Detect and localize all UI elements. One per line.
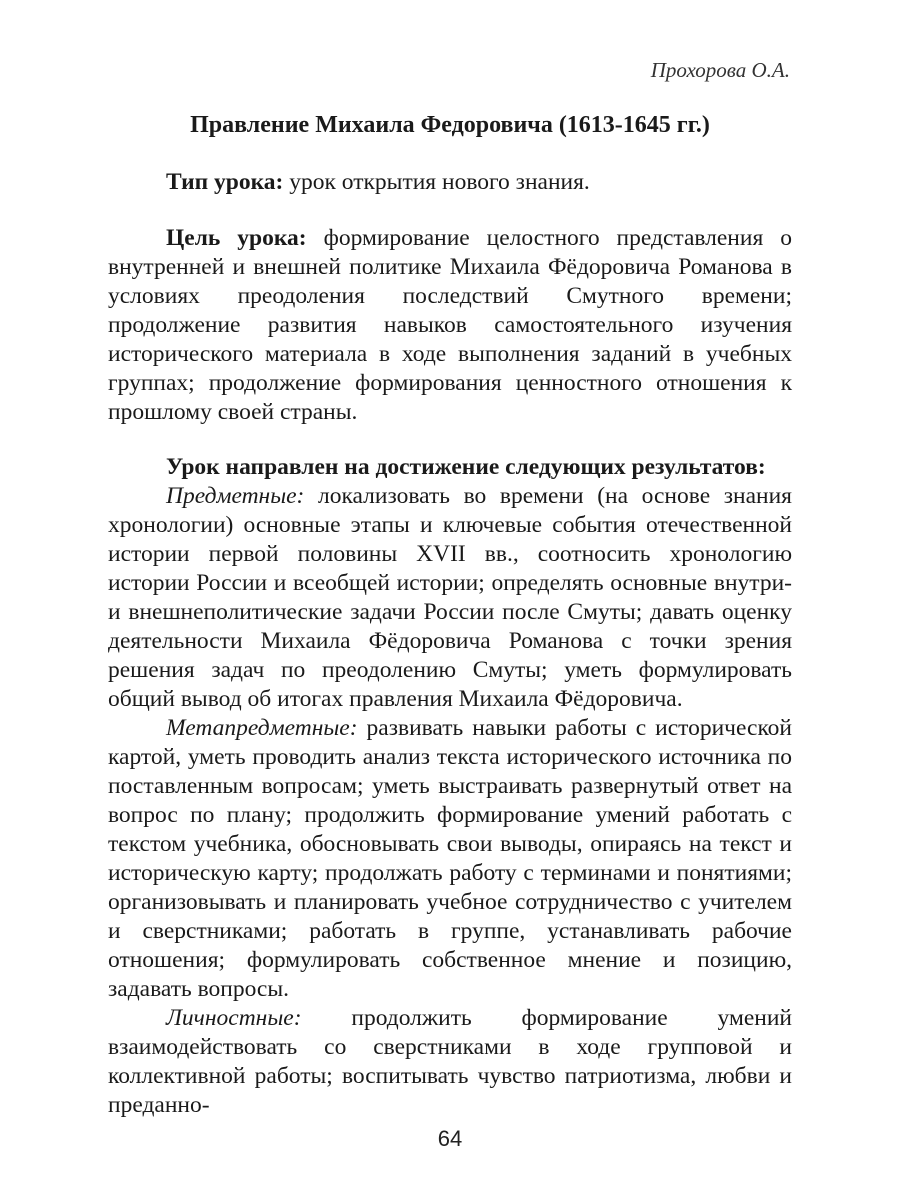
results-heading: Урок направлен на достижение следующих результатов: bbox=[166, 454, 766, 480]
lesson-goal-label: Цель урока: bbox=[166, 225, 307, 251]
lesson-type-text: урок открытия нового знания. bbox=[283, 169, 590, 195]
metasubject-results-paragraph bbox=[108, 714, 792, 1004]
personal-results-label: Личностные: bbox=[166, 1005, 302, 1031]
metasubject-results-label: Метапредметные: bbox=[166, 715, 358, 741]
lesson-goal-paragraph bbox=[108, 224, 792, 427]
subject-results-text: локализовать во времени (на основе знания хронологии) основные этапы и ключевые события отечественной истории первой половины XVII вв., соотносить хронологию истории России и всеобщей истории; определять основные внутри- и внешнеполитические задачи России после Смуты; давать оценку деятельности Михаила Фёдоровича Романова с точки зрения решения задач по преодолению Смуты; уметь формулировать общий вывод об итогах правления Михаила Фёдоровича. bbox=[108, 483, 792, 712]
lesson-type-paragraph bbox=[108, 168, 792, 197]
metasubject-results-text: развивать навыки работы с исторической картой, уметь проводить анализ текста исторического источника по поставленным вопросам; уметь выстраивать развернутый ответ на вопрос по плану; продолжить формирование умений работать с текстом учебника, обосновывать свои выводы, опираясь на текст и историческую карту; продолжать работу с терминами и понятиями; организовывать и планировать учебное сотрудничество с учителем и сверстниками; работать в группе, устанавливать рабочие отношения; формулировать собственное мнение и позицию, задавать вопросы. bbox=[108, 715, 792, 1002]
subject-results-label: Предметные: bbox=[166, 483, 305, 509]
lesson-type-label: Тип урока: bbox=[166, 169, 284, 195]
lesson-goal-text: формирование целостного представления о внутренней и внешней политике Михаила Фёдоровича Романова в условиях преодоления последствий Смутного времени; продолжение развития навыков самостоятельного изучения исторического материала в ходе выполнения заданий в учебных группах; продолжение формирования ценностного отношения к прошлому своей страны. bbox=[108, 225, 792, 425]
page-number: 64 bbox=[437, 1126, 463, 1151]
page-title: Правление Михаила Федоровича (1613-1645 гг.) bbox=[190, 112, 710, 138]
personal-results-text: продолжить формирование умений взаимодействовать со сверстниками в ходе групповой и коллективной работы; воспитывать чувство патриотизма, любви и преданно- bbox=[108, 1005, 792, 1118]
results-section bbox=[108, 453, 792, 1120]
running-header-author: Прохорова О.А. bbox=[650, 58, 790, 82]
subject-results-paragraph bbox=[108, 482, 792, 714]
personal-results-paragraph bbox=[108, 1004, 792, 1120]
